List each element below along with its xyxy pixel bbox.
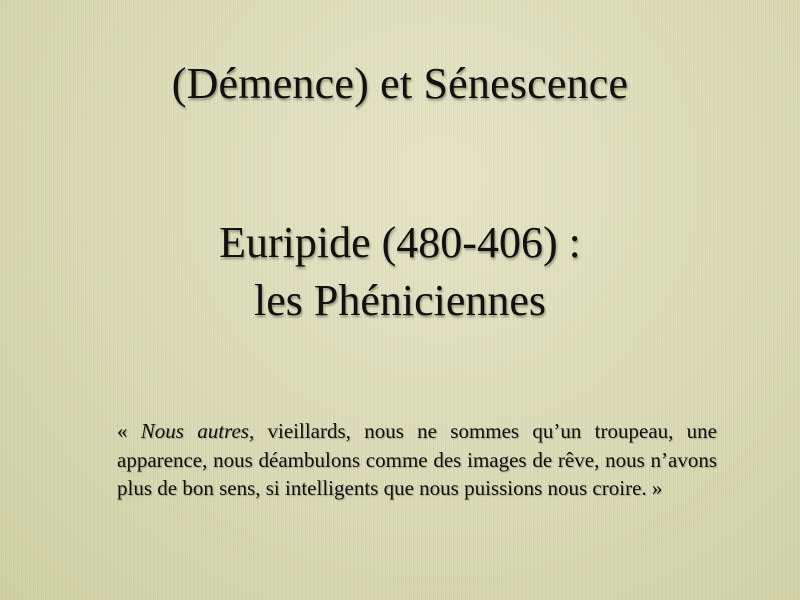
- quote-open-mark: «: [117, 419, 141, 443]
- quote-paragraph: [117, 417, 717, 503]
- slide-title: (Démence) et Sénescence: [171, 59, 629, 108]
- subtitle-author-line: Euripide (480-406) :: [219, 218, 581, 267]
- subtitle-work-line: les Phéniciennes: [253, 276, 547, 325]
- quote-body-text: vieillards, nous ne sommes qu’un troupeau, une apparence, nous déambulons comme des images de rêve, nous n’avons plus de bon sens, si intelligents que nous puissions nous croire. »: [117, 419, 717, 500]
- slide-subtitle: [0, 214, 800, 330]
- quote-italic-text: Nous autres,: [140, 419, 255, 443]
